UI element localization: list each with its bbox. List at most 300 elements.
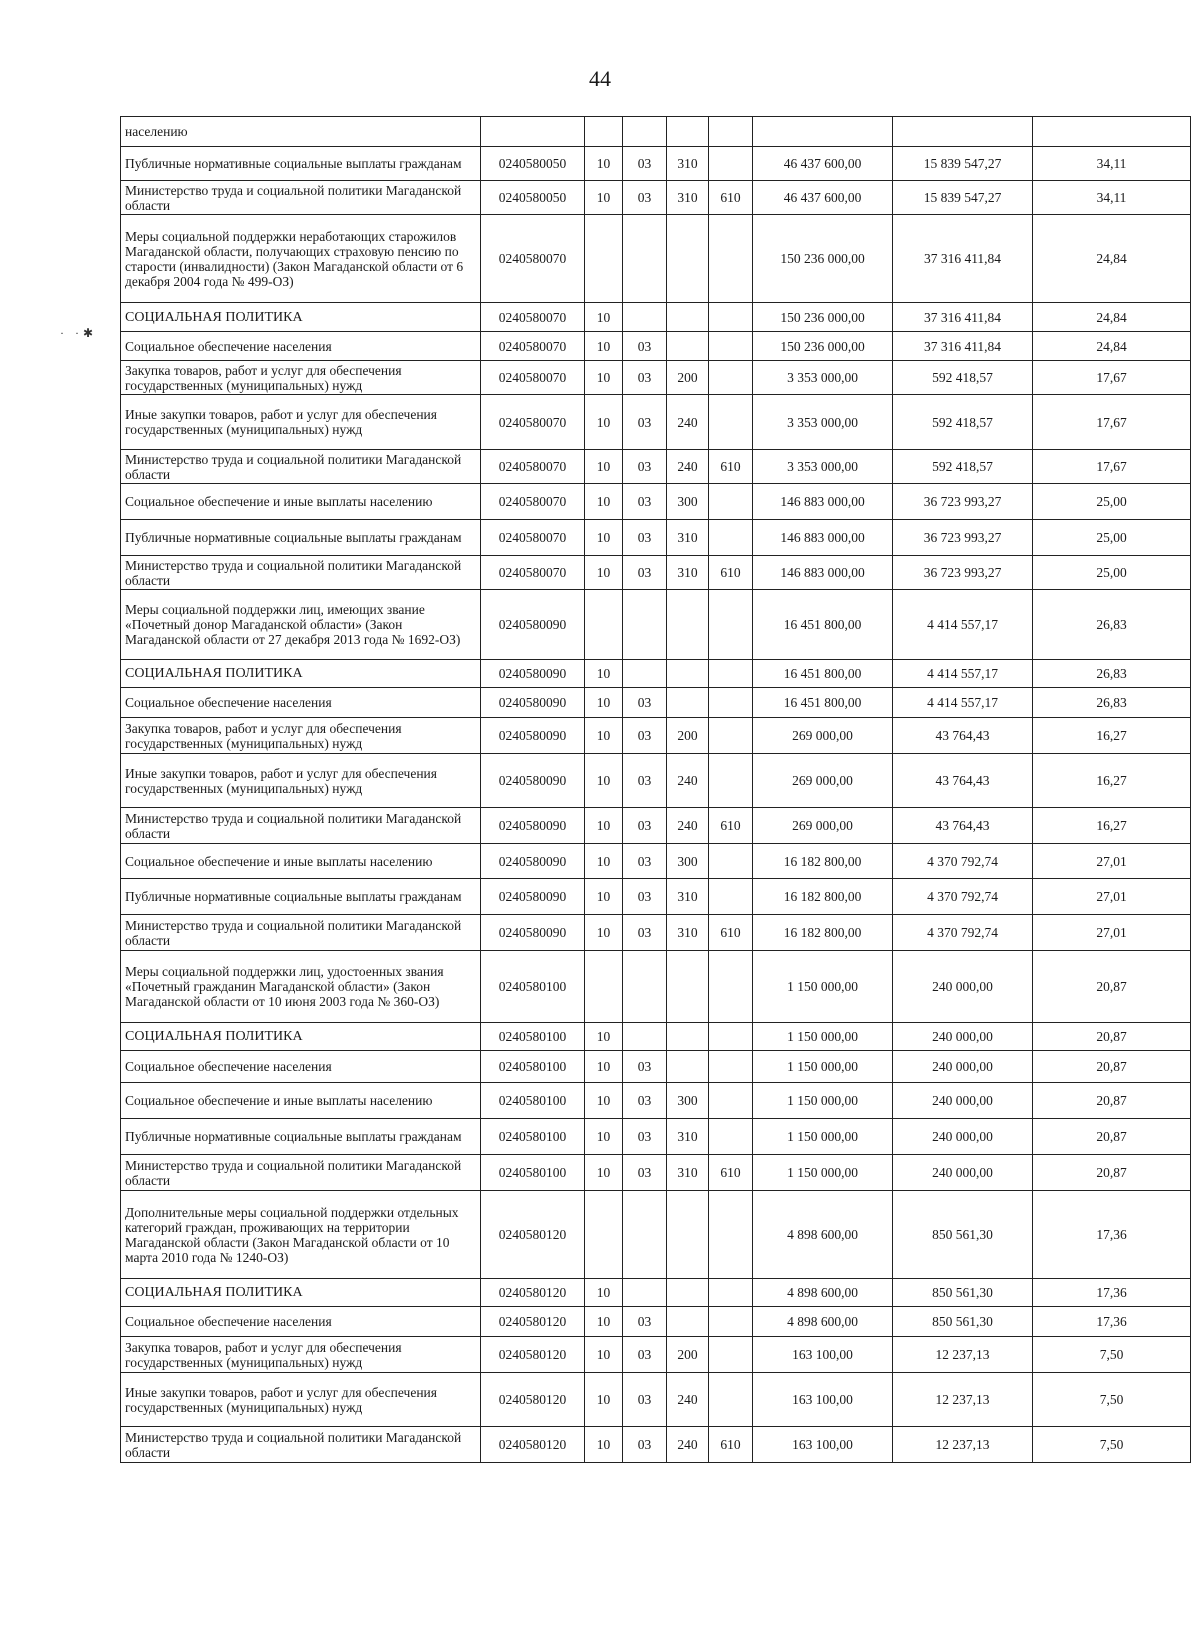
cell-execution-percent: 27,01 — [1033, 844, 1191, 879]
cell-subsection: 03 — [623, 450, 667, 484]
cell-target-article: 0240580100 — [481, 1051, 585, 1083]
cell-section: 10 — [585, 1051, 623, 1083]
table-row — [121, 181, 1191, 215]
cell-target-article: 0240580120 — [481, 1427, 585, 1463]
cell-expense-type: 240 — [667, 754, 709, 808]
cell-expense-type: 300 — [667, 1083, 709, 1119]
cell-subsection: 03 — [623, 1051, 667, 1083]
cell-target-article: 0240580090 — [481, 688, 585, 718]
cell-planned-amount: 150 236 000,00 — [753, 215, 893, 303]
row-name: Иные закупки товаров, работ и услуг для обеспечения государственных (муниципальных) нужд — [121, 395, 481, 450]
cell-executed-amount: 240 000,00 — [893, 1023, 1033, 1051]
cell-target-article: 0240580090 — [481, 844, 585, 879]
cell-expense-type — [667, 590, 709, 660]
cell-expense-type: 300 — [667, 484, 709, 520]
cell-section — [585, 1191, 623, 1279]
row-name: Министерство труда и социальной политики Магаданской области — [121, 181, 481, 215]
table-row — [121, 395, 1191, 450]
cell-execution-percent: 24,84 — [1033, 215, 1191, 303]
cell-executed-amount: 240 000,00 — [893, 1083, 1033, 1119]
cell-target-article — [481, 117, 585, 147]
table-row — [121, 808, 1191, 844]
table-row — [121, 1279, 1191, 1307]
table-row — [121, 1051, 1191, 1083]
cell-executed-amount — [893, 117, 1033, 147]
cell-planned-amount: 16 451 800,00 — [753, 660, 893, 688]
cell-administrator — [709, 754, 753, 808]
cell-execution-percent: 25,00 — [1033, 520, 1191, 556]
cell-target-article: 0240580090 — [481, 660, 585, 688]
cell-expense-type: 240 — [667, 1427, 709, 1463]
cell-administrator — [709, 1051, 753, 1083]
page-number: 44 — [589, 66, 611, 91]
cell-executed-amount: 43 764,43 — [893, 718, 1033, 754]
cell-subsection: 03 — [623, 808, 667, 844]
cell-target-article: 0240580070 — [481, 361, 585, 395]
cell-planned-amount: 16 182 800,00 — [753, 879, 893, 915]
cell-planned-amount: 46 437 600,00 — [753, 181, 893, 215]
cell-administrator: 610 — [709, 450, 753, 484]
cell-target-article: 0240580050 — [481, 181, 585, 215]
table-row — [121, 117, 1191, 147]
cell-subsection — [623, 951, 667, 1023]
cell-execution-percent: 34,11 — [1033, 147, 1191, 181]
cell-expense-type: 240 — [667, 808, 709, 844]
cell-target-article: 0240580070 — [481, 395, 585, 450]
cell-executed-amount: 36 723 993,27 — [893, 484, 1033, 520]
cell-administrator — [709, 1337, 753, 1373]
cell-administrator — [709, 484, 753, 520]
cell-planned-amount: 4 898 600,00 — [753, 1307, 893, 1337]
cell-execution-percent: 27,01 — [1033, 879, 1191, 915]
cell-planned-amount: 3 353 000,00 — [753, 395, 893, 450]
cell-execution-percent: 26,83 — [1033, 660, 1191, 688]
cell-section: 10 — [585, 1307, 623, 1337]
cell-execution-percent: 25,00 — [1033, 484, 1191, 520]
row-name: Социальное обеспечение населения — [121, 688, 481, 718]
cell-section: 10 — [585, 484, 623, 520]
cell-subsection: 03 — [623, 1119, 667, 1155]
budget-table — [120, 116, 1191, 1463]
cell-section: 10 — [585, 1337, 623, 1373]
cell-expense-type: 310 — [667, 556, 709, 590]
cell-planned-amount: 16 451 800,00 — [753, 590, 893, 660]
cell-administrator — [709, 332, 753, 361]
cell-execution-percent: 27,01 — [1033, 915, 1191, 951]
table-row — [121, 215, 1191, 303]
cell-executed-amount: 12 237,13 — [893, 1427, 1033, 1463]
cell-administrator — [709, 879, 753, 915]
cell-target-article: 0240580090 — [481, 754, 585, 808]
cell-target-article: 0240580090 — [481, 718, 585, 754]
table-row — [121, 590, 1191, 660]
cell-section: 10 — [585, 754, 623, 808]
row-name: Дополнительные меры социальной поддержки отдельных категорий граждан, проживающих на территории Магаданской области (Закон Магаданской области от 10 марта 2010 года № 1240-ОЗ) — [121, 1191, 481, 1279]
cell-subsection — [623, 303, 667, 332]
cell-target-article: 0240580070 — [481, 556, 585, 590]
cell-executed-amount: 37 316 411,84 — [893, 332, 1033, 361]
cell-expense-type: 240 — [667, 1373, 709, 1427]
row-name: Министерство труда и социальной политики Магаданской области — [121, 556, 481, 590]
cell-execution-percent: 24,84 — [1033, 303, 1191, 332]
cell-execution-percent: 20,87 — [1033, 1023, 1191, 1051]
cell-section: 10 — [585, 147, 623, 181]
cell-administrator: 610 — [709, 1155, 753, 1191]
cell-executed-amount: 592 418,57 — [893, 450, 1033, 484]
cell-subsection: 03 — [623, 844, 667, 879]
cell-section: 10 — [585, 1279, 623, 1307]
cell-subsection: 03 — [623, 1427, 667, 1463]
cell-subsection: 03 — [623, 879, 667, 915]
cell-subsection — [623, 1191, 667, 1279]
cell-section: 10 — [585, 1023, 623, 1051]
cell-executed-amount: 850 561,30 — [893, 1279, 1033, 1307]
cell-section — [585, 215, 623, 303]
table-row — [121, 754, 1191, 808]
cell-administrator — [709, 395, 753, 450]
cell-executed-amount: 36 723 993,27 — [893, 556, 1033, 590]
cell-section — [585, 951, 623, 1023]
cell-planned-amount: 3 353 000,00 — [753, 450, 893, 484]
cell-executed-amount: 240 000,00 — [893, 951, 1033, 1023]
table-row — [121, 915, 1191, 951]
cell-planned-amount: 16 182 800,00 — [753, 915, 893, 951]
cell-execution-percent: 20,87 — [1033, 1119, 1191, 1155]
cell-target-article: 0240580120 — [481, 1307, 585, 1337]
cell-administrator — [709, 1119, 753, 1155]
cell-administrator — [709, 1279, 753, 1307]
cell-execution-percent: 16,27 — [1033, 718, 1191, 754]
cell-execution-percent: 20,87 — [1033, 1083, 1191, 1119]
cell-administrator — [709, 147, 753, 181]
cell-execution-percent: 7,50 — [1033, 1373, 1191, 1427]
cell-target-article: 0240580070 — [481, 303, 585, 332]
cell-planned-amount: 269 000,00 — [753, 808, 893, 844]
cell-expense-type: 310 — [667, 1155, 709, 1191]
cell-executed-amount: 12 237,13 — [893, 1373, 1033, 1427]
cell-administrator — [709, 660, 753, 688]
table-row — [121, 1191, 1191, 1279]
cell-executed-amount: 4 370 792,74 — [893, 844, 1033, 879]
cell-target-article: 0240580070 — [481, 484, 585, 520]
cell-administrator — [709, 718, 753, 754]
cell-subsection: 03 — [623, 1083, 667, 1119]
cell-section: 10 — [585, 395, 623, 450]
cell-executed-amount: 592 418,57 — [893, 395, 1033, 450]
row-name: Закупка товаров, работ и услуг для обеспечения государственных (муниципальных) нужд — [121, 1337, 481, 1373]
cell-planned-amount: 150 236 000,00 — [753, 303, 893, 332]
table-row — [121, 450, 1191, 484]
cell-section: 10 — [585, 808, 623, 844]
cell-execution-percent: 26,83 — [1033, 590, 1191, 660]
cell-planned-amount: 146 883 000,00 — [753, 484, 893, 520]
cell-planned-amount: 146 883 000,00 — [753, 556, 893, 590]
table-row — [121, 1307, 1191, 1337]
cell-executed-amount: 4 370 792,74 — [893, 879, 1033, 915]
cell-planned-amount: 1 150 000,00 — [753, 1119, 893, 1155]
cell-target-article: 0240580100 — [481, 951, 585, 1023]
cell-section: 10 — [585, 718, 623, 754]
cell-expense-type — [667, 1191, 709, 1279]
cell-execution-percent: 20,87 — [1033, 951, 1191, 1023]
cell-expense-type: 310 — [667, 520, 709, 556]
cell-execution-percent: 17,36 — [1033, 1191, 1191, 1279]
cell-section: 10 — [585, 520, 623, 556]
table-row — [121, 1023, 1191, 1051]
table-row — [121, 1373, 1191, 1427]
cell-target-article: 0240580070 — [481, 520, 585, 556]
row-name: Социальное обеспечение населения — [121, 332, 481, 361]
row-name: Иные закупки товаров, работ и услуг для обеспечения государственных (муниципальных) нужд — [121, 1373, 481, 1427]
cell-section: 10 — [585, 879, 623, 915]
table-row — [121, 844, 1191, 879]
cell-target-article: 0240580100 — [481, 1023, 585, 1051]
cell-section: 10 — [585, 688, 623, 718]
cell-expense-type — [667, 951, 709, 1023]
cell-administrator: 610 — [709, 808, 753, 844]
cell-section: 10 — [585, 660, 623, 688]
row-name: Социальное обеспечение населения — [121, 1307, 481, 1337]
cell-administrator: 610 — [709, 1427, 753, 1463]
row-name: Министерство труда и социальной политики Магаданской области — [121, 1427, 481, 1463]
cell-subsection: 03 — [623, 147, 667, 181]
row-name: Социальное обеспечение и иные выплаты населению — [121, 844, 481, 879]
cell-executed-amount: 4 370 792,74 — [893, 915, 1033, 951]
cell-executed-amount: 43 764,43 — [893, 754, 1033, 808]
row-name: Иные закупки товаров, работ и услуг для обеспечения государственных (муниципальных) нужд — [121, 754, 481, 808]
cell-expense-type: 200 — [667, 1337, 709, 1373]
cell-subsection: 03 — [623, 556, 667, 590]
cell-target-article: 0240580120 — [481, 1191, 585, 1279]
cell-planned-amount: 163 100,00 — [753, 1373, 893, 1427]
cell-target-article: 0240580090 — [481, 590, 585, 660]
cell-target-article: 0240580050 — [481, 147, 585, 181]
cell-administrator — [709, 303, 753, 332]
cell-section: 10 — [585, 844, 623, 879]
cell-section: 10 — [585, 556, 623, 590]
cell-section — [585, 117, 623, 147]
cell-executed-amount: 4 414 557,17 — [893, 688, 1033, 718]
cell-section: 10 — [585, 361, 623, 395]
cell-target-article: 0240580090 — [481, 808, 585, 844]
cell-executed-amount: 4 414 557,17 — [893, 660, 1033, 688]
cell-target-article: 0240580070 — [481, 215, 585, 303]
row-name: СОЦИАЛЬНАЯ ПОЛИТИКА — [121, 1279, 481, 1307]
cell-subsection: 03 — [623, 688, 667, 718]
table-row — [121, 484, 1191, 520]
row-name: Социальное обеспечение и иные выплаты населению — [121, 1083, 481, 1119]
cell-section: 10 — [585, 1427, 623, 1463]
row-name: СОЦИАЛЬНАЯ ПОЛИТИКА — [121, 1023, 481, 1051]
cell-planned-amount: 1 150 000,00 — [753, 1155, 893, 1191]
table-row — [121, 1083, 1191, 1119]
cell-section — [585, 590, 623, 660]
cell-administrator: 610 — [709, 556, 753, 590]
row-name: Закупка товаров, работ и услуг для обеспечения государственных (муниципальных) нужд — [121, 361, 481, 395]
row-name: Социальное обеспечение населения — [121, 1051, 481, 1083]
cell-execution-percent: 20,87 — [1033, 1051, 1191, 1083]
cell-planned-amount: 146 883 000,00 — [753, 520, 893, 556]
cell-expense-type: 240 — [667, 450, 709, 484]
cell-planned-amount: 46 437 600,00 — [753, 147, 893, 181]
table-row — [121, 718, 1191, 754]
cell-execution-percent: 25,00 — [1033, 556, 1191, 590]
cell-section: 10 — [585, 303, 623, 332]
cell-executed-amount: 36 723 993,27 — [893, 520, 1033, 556]
cell-administrator — [709, 215, 753, 303]
cell-expense-type: 240 — [667, 395, 709, 450]
cell-execution-percent: 17,67 — [1033, 361, 1191, 395]
cell-subsection: 03 — [623, 1155, 667, 1191]
row-name: Публичные нормативные социальные выплаты гражданам — [121, 879, 481, 915]
cell-section: 10 — [585, 1119, 623, 1155]
cell-executed-amount: 43 764,43 — [893, 808, 1033, 844]
cell-executed-amount: 240 000,00 — [893, 1051, 1033, 1083]
cell-expense-type: 200 — [667, 718, 709, 754]
cell-target-article: 0240580070 — [481, 332, 585, 361]
scan-artifact: · ·✱ — [60, 326, 98, 340]
cell-expense-type — [667, 332, 709, 361]
cell-target-article: 0240580100 — [481, 1155, 585, 1191]
cell-subsection: 03 — [623, 361, 667, 395]
cell-administrator — [709, 1307, 753, 1337]
cell-administrator — [709, 1023, 753, 1051]
cell-administrator — [709, 117, 753, 147]
cell-subsection: 03 — [623, 1337, 667, 1373]
cell-planned-amount: 16 182 800,00 — [753, 844, 893, 879]
cell-section: 10 — [585, 915, 623, 951]
cell-subsection: 03 — [623, 754, 667, 808]
cell-administrator — [709, 1373, 753, 1427]
cell-execution-percent: 17,67 — [1033, 395, 1191, 450]
row-name: СОЦИАЛЬНАЯ ПОЛИТИКА — [121, 660, 481, 688]
row-name: Закупка товаров, работ и услуг для обеспечения государственных (муниципальных) нужд — [121, 718, 481, 754]
cell-expense-type: 310 — [667, 181, 709, 215]
cell-subsection: 03 — [623, 332, 667, 361]
cell-section: 10 — [585, 181, 623, 215]
cell-administrator: 610 — [709, 915, 753, 951]
cell-planned-amount: 4 898 600,00 — [753, 1279, 893, 1307]
table-row — [121, 1427, 1191, 1463]
cell-executed-amount: 592 418,57 — [893, 361, 1033, 395]
cell-target-article: 0240580090 — [481, 879, 585, 915]
cell-subsection: 03 — [623, 718, 667, 754]
row-name: СОЦИАЛЬНАЯ ПОЛИТИКА — [121, 303, 481, 332]
cell-subsection — [623, 117, 667, 147]
row-name: населению — [121, 117, 481, 147]
cell-expense-type — [667, 1279, 709, 1307]
cell-section: 10 — [585, 332, 623, 361]
row-name: Министерство труда и социальной политики Магаданской области — [121, 915, 481, 951]
cell-execution-percent: 20,87 — [1033, 1155, 1191, 1191]
cell-execution-percent: 17,36 — [1033, 1279, 1191, 1307]
cell-target-article: 0240580120 — [481, 1373, 585, 1427]
cell-administrator — [709, 1191, 753, 1279]
table-row — [121, 1119, 1191, 1155]
cell-target-article: 0240580100 — [481, 1083, 585, 1119]
cell-planned-amount: 16 451 800,00 — [753, 688, 893, 718]
cell-planned-amount: 269 000,00 — [753, 754, 893, 808]
cell-planned-amount: 4 898 600,00 — [753, 1191, 893, 1279]
cell-expense-type: 200 — [667, 361, 709, 395]
cell-execution-percent: 7,50 — [1033, 1427, 1191, 1463]
cell-execution-percent: 17,67 — [1033, 450, 1191, 484]
cell-planned-amount: 3 353 000,00 — [753, 361, 893, 395]
cell-planned-amount: 1 150 000,00 — [753, 951, 893, 1023]
cell-administrator — [709, 1083, 753, 1119]
cell-administrator — [709, 844, 753, 879]
cell-executed-amount: 240 000,00 — [893, 1155, 1033, 1191]
table-row — [121, 303, 1191, 332]
row-name: Меры социальной поддержки лиц, удостоенных звания «Почетный гражданин Магаданской области» (Закон Магаданской области от 10 июня 2003 года № 360-ОЗ) — [121, 951, 481, 1023]
cell-subsection — [623, 1023, 667, 1051]
table-row — [121, 332, 1191, 361]
row-name: Публичные нормативные социальные выплаты гражданам — [121, 1119, 481, 1155]
cell-executed-amount: 37 316 411,84 — [893, 303, 1033, 332]
cell-expense-type: 310 — [667, 1119, 709, 1155]
cell-expense-type — [667, 1023, 709, 1051]
cell-execution-percent: 26,83 — [1033, 688, 1191, 718]
cell-expense-type: 310 — [667, 915, 709, 951]
cell-target-article: 0240580120 — [481, 1279, 585, 1307]
cell-executed-amount: 37 316 411,84 — [893, 215, 1033, 303]
table-row — [121, 660, 1191, 688]
row-name: Социальное обеспечение и иные выплаты населению — [121, 484, 481, 520]
cell-expense-type: 300 — [667, 844, 709, 879]
cell-planned-amount: 163 100,00 — [753, 1337, 893, 1373]
cell-section: 10 — [585, 450, 623, 484]
cell-executed-amount: 12 237,13 — [893, 1337, 1033, 1373]
cell-executed-amount: 15 839 547,27 — [893, 147, 1033, 181]
cell-execution-percent: 34,11 — [1033, 181, 1191, 215]
cell-execution-percent — [1033, 117, 1191, 147]
cell-section: 10 — [585, 1155, 623, 1191]
row-name: Министерство труда и социальной политики Магаданской области — [121, 808, 481, 844]
cell-planned-amount: 150 236 000,00 — [753, 332, 893, 361]
cell-section: 10 — [585, 1083, 623, 1119]
table-row — [121, 520, 1191, 556]
cell-target-article: 0240580100 — [481, 1119, 585, 1155]
cell-administrator — [709, 590, 753, 660]
cell-execution-percent: 17,36 — [1033, 1307, 1191, 1337]
cell-executed-amount: 4 414 557,17 — [893, 590, 1033, 660]
cell-planned-amount: 1 150 000,00 — [753, 1023, 893, 1051]
cell-planned-amount — [753, 117, 893, 147]
table-row — [121, 879, 1191, 915]
row-name: Министерство труда и социальной политики Магаданской области — [121, 450, 481, 484]
row-name: Публичные нормативные социальные выплаты гражданам — [121, 147, 481, 181]
cell-subsection — [623, 590, 667, 660]
cell-expense-type — [667, 303, 709, 332]
cell-execution-percent: 16,27 — [1033, 754, 1191, 808]
table-row — [121, 1337, 1191, 1373]
cell-planned-amount: 1 150 000,00 — [753, 1083, 893, 1119]
cell-expense-type — [667, 117, 709, 147]
row-name: Министерство труда и социальной политики Магаданской области — [121, 1155, 481, 1191]
cell-executed-amount: 850 561,30 — [893, 1191, 1033, 1279]
cell-execution-percent: 7,50 — [1033, 1337, 1191, 1373]
cell-executed-amount: 850 561,30 — [893, 1307, 1033, 1337]
cell-administrator — [709, 951, 753, 1023]
cell-target-article: 0240580070 — [481, 450, 585, 484]
cell-planned-amount: 1 150 000,00 — [753, 1051, 893, 1083]
table-row — [121, 688, 1191, 718]
cell-subsection: 03 — [623, 1373, 667, 1427]
row-name: Меры социальной поддержки лиц, имеющих звание «Почетный донор Магаданской области» (Закон Магаданской области от 27 декабря 2013 года № 1692-ОЗ) — [121, 590, 481, 660]
cell-subsection: 03 — [623, 915, 667, 951]
cell-planned-amount: 163 100,00 — [753, 1427, 893, 1463]
cell-target-article: 0240580120 — [481, 1337, 585, 1373]
